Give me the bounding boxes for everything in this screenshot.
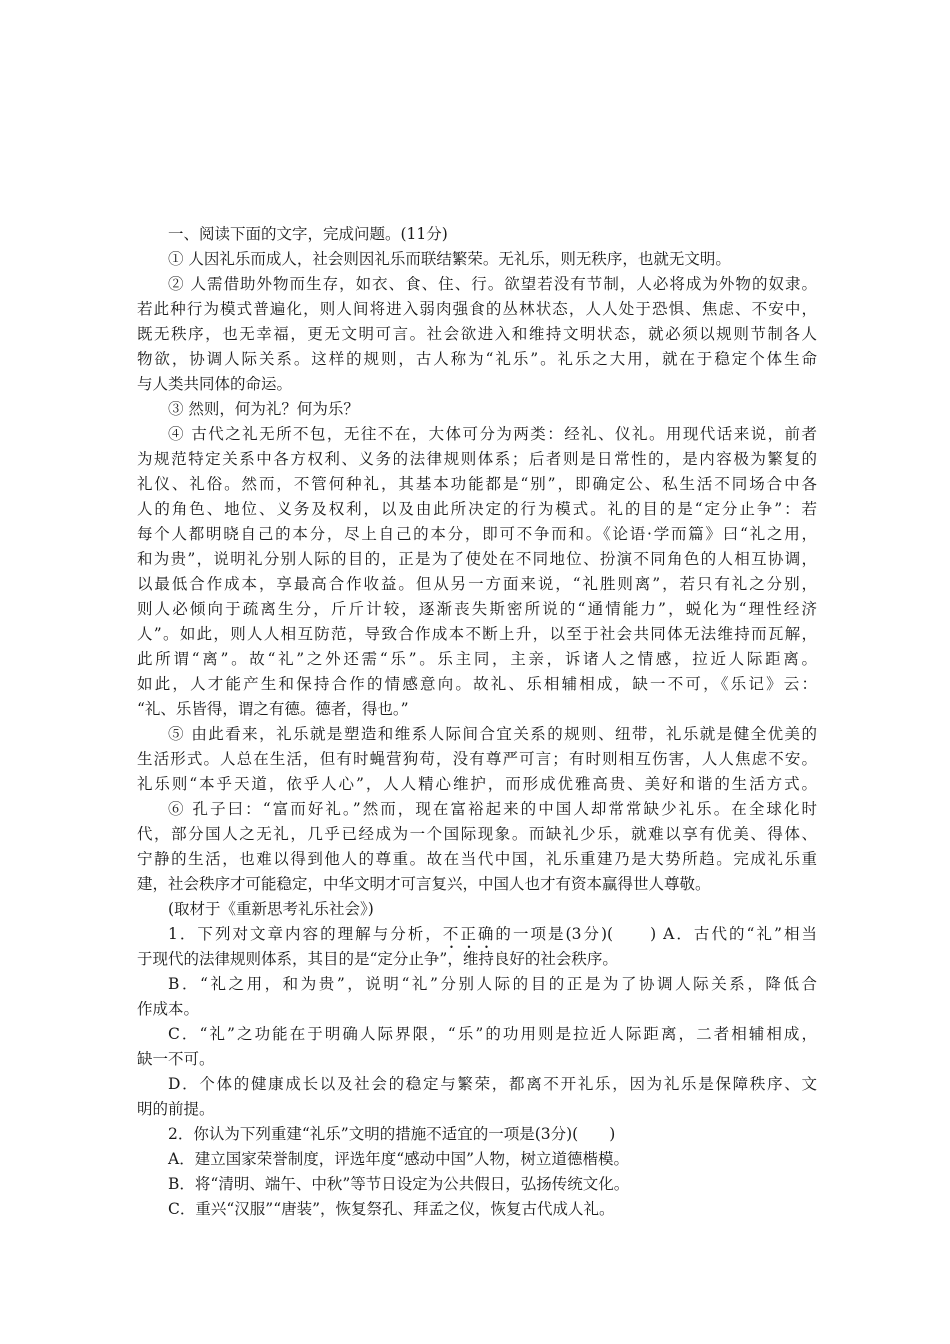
text-line: ⑤ 由此看来，礼乐就是塑造和维系人际间合宜关系的规则、纽带，礼乐就是健全优美的 (168, 725, 817, 743)
text-line: A．建立国家荣誉制度，评选年度“感动中国”人物，树立道德楷模。 (168, 1150, 630, 1168)
text-line: “礼、乐皆得，谓之有德。德者，得也。” (137, 700, 409, 718)
text-line: 2．你认为下列重建“礼乐”文明的措施不适宜的一项是(3分)( ) (168, 1125, 616, 1143)
text-line: ⑥ 孔子曰：“富而好礼。”然而，现在富裕起来的中国人却常常缺少礼乐。在全球化时 (168, 800, 817, 818)
text-line: 此所谓“离”。故“礼”之外还需“乐”。乐主同，主亲，诉诸人之情感，拉近人际距离。 (137, 650, 817, 668)
text-line: 缺一不可。 (137, 1050, 215, 1068)
text-line: 则人必倾向于疏离生分，斤斤计较，逐渐丧失斯密所说的“通情能力”，蜕化为“理性经济 (137, 600, 817, 618)
text-line: 生活形式。人总在生活，但有时蝇营狗苟，没有尊严可言；有时则相互伤害，人人焦虑不安。 (137, 750, 817, 768)
text-line: D．个体的健康成长以及社会的稳定与繁荣，都离不开礼乐，因为礼乐是保障秩序、文 (168, 1075, 817, 1093)
text-line: 人的角色、地位、义务及权利，以及由此所决定的行为模式。礼的目的是“定分止争”：若 (137, 500, 817, 518)
document-body (137, 222, 817, 1222)
text-line: 代，部分国人之无礼，几乎已经成为一个国际现象。而缺礼少乐，就难以享有优美、得体、 (137, 825, 817, 843)
text-line: C．“礼”之功能在于明确人际界限，“乐”的功用则是拉近人际距离，二者相辅相成， (168, 1025, 817, 1043)
text-line: 宁静的生活，也难以得到他人的尊重。故在当代中国，礼乐重建乃是大势所趋。完成礼乐重 (137, 850, 817, 868)
text-line: 既无秩序，也无幸福，更无文明可言。社会欲进入和维持文明状态，就必须以规则节制各人 (137, 325, 817, 343)
text-line: 与人类共同体的命运。 (137, 375, 293, 393)
text-line: ③ 然则，何为礼？何为乐？ (168, 400, 359, 418)
text-line: 作成本。 (137, 1000, 200, 1018)
text-line: 和为贵”，说明礼分别人际的目的，正是为了使处在不同地位、扮演不同角色的人相互协调， (137, 550, 817, 568)
text-line: B．将“清明、端午、中秋”等节日设定为公共假日，弘扬传统文化。 (168, 1175, 630, 1193)
text-line: 为规范特定关系中各方权利、义务的法律规则体系；后者则是日常性的，是内容极为繁复的 (137, 450, 817, 468)
text-line: ④ 古代之礼无所不包，无往不在，大体可分为两类：经礼、仪礼。用现代话来说，前者 (168, 425, 817, 443)
text-line: 每个人都明晓自己的本分，尽上自己的本分，即可不争而和。《论语·学而篇》曰“礼之用， (137, 525, 817, 543)
text-line: C．重兴“汉服”“唐装”，恢复祭孔、拜孟之仪，恢复古代成人礼。 (168, 1200, 615, 1218)
text-line: (取材于《重新思考礼乐社会》) (168, 900, 374, 918)
text-line: 1．下列对文章内容的理解与分析，不正确的一项是(3分)( ) A．古代的“礼”相当 (168, 925, 817, 943)
text-line: 于现代的法律规则体系，其目的是“定分止争”，维持良好的社会秩序。 (137, 950, 618, 968)
text-line: ② 人需借助外物而生存，如衣、食、住、行。欲望若没有节制，人必将成为外物的奴隶。 (168, 275, 817, 293)
text-line: 若此种行为模式普遍化，则人间将进入弱肉强食的丛林状态，人人处于恐惧、焦虑、不安中， (137, 300, 817, 318)
text-line: 礼仪、礼俗。然而，不管何种礼，其基本功能都是“别”，即确定公、私生活不同场合中各 (137, 475, 817, 493)
text-line: 明的前提。 (137, 1100, 215, 1118)
text-line: 如此，人才能产生和保持合作的情感意向。故礼、乐相辅相成，缺一不可，《乐记》云： (137, 675, 817, 693)
text-line: 以最低合作成本，享最高合作收益。但从另一方面来说，“礼胜则离”，若只有礼之分别， (137, 575, 817, 593)
text-line: 一、阅读下面的文字，完成问题。(11分) (168, 225, 448, 243)
text-line: ① 人因礼乐而成人，社会则因礼乐而联结繁荣。无礼乐，则无秩序，也就无文明。 (168, 250, 731, 268)
text-line: 建，社会秩序才可能稳定，中华文明才可言复兴，中国人也才有资本赢得世人尊敬。 (137, 875, 711, 893)
text-line: 礼乐则“本乎天道，依乎人心”，人人精心维护，而形成优雅高贵、美好和谐的生活方式。 (137, 775, 817, 793)
text-line: 人”。如此，则人人相互防范，导致合作成本不断上升，以至于社会共同体无法维持而瓦解， (137, 625, 817, 643)
text-line: 物欲，协调人际关系。这样的规则，古人称为“礼乐”。礼乐之大用，就在于稳定个体生命 (137, 350, 817, 368)
text-line: B．“礼之用，和为贵”，说明“礼”分别人际的目的正是为了协调人际关系，降低合 (168, 975, 817, 993)
emphasis-text: 不正确 (442, 925, 496, 943)
